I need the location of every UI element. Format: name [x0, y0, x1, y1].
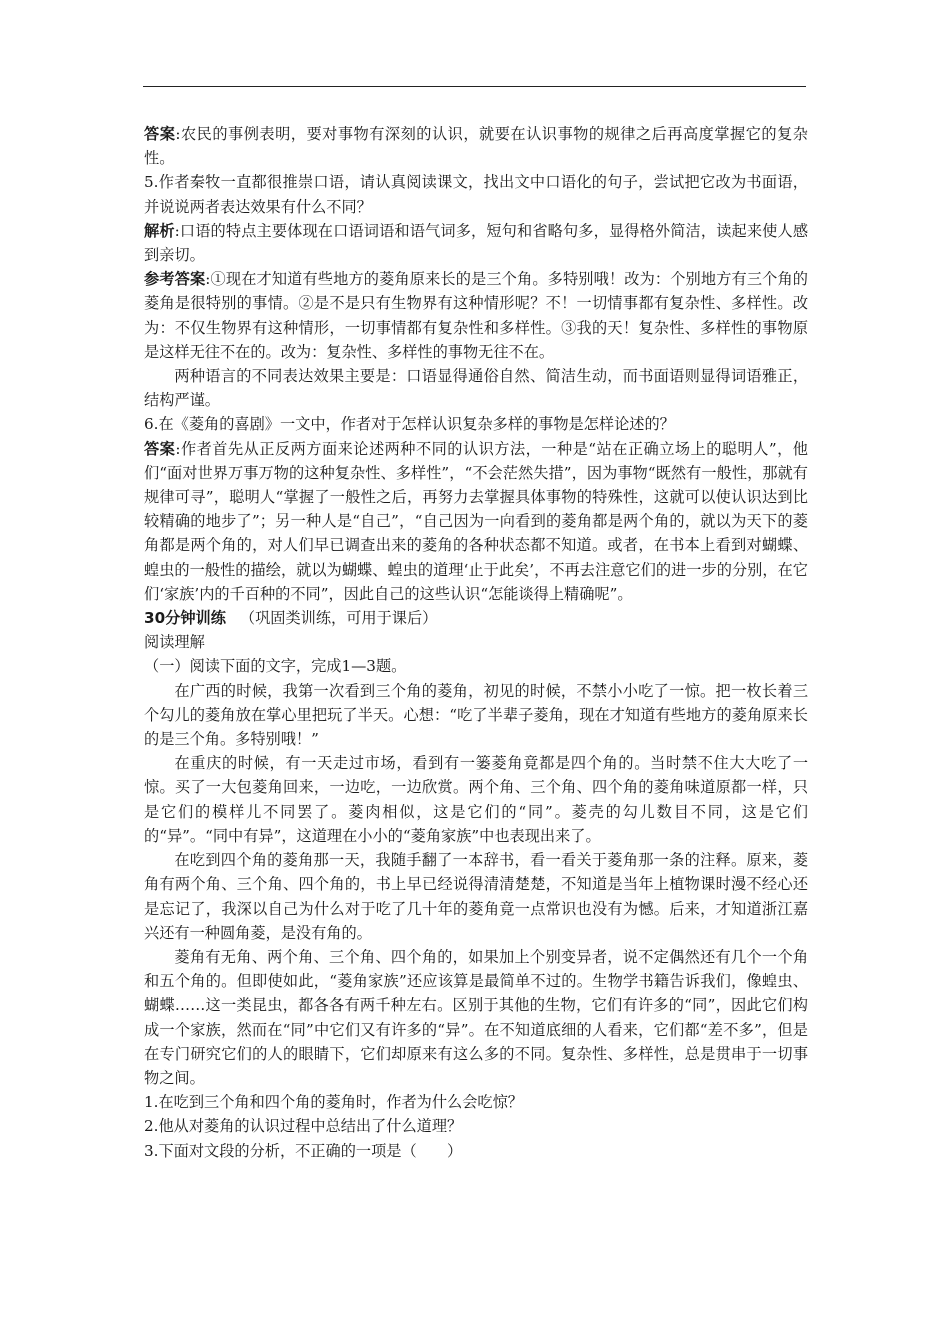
section-intro: （一）阅读下面的文字，完成1—3题。	[144, 657, 407, 676]
passage-paragraph: 菱角有无角、两个角、三个角、四个角的，如果加上个别变异者，说不定偶然还有几个一个角和五个角的。但即使如此，“菱角家族”还应该算是最简单不过的。生物学书籍告诉我们，像蝗虫、蝴蝶……这一类昆虫，都各各有两千种左右。区别于其他的生物，它们有许多的“同”，因此它们构成一个家族，然而在“同”中它们又有许多的“异”。在不知道底细的人看来，它们都“差不多”，但是在专门研究它们的人的眼睛下，它们却原来有这么多的不同。复杂性、多样性，总是贯串于一切事物之间。	[144, 947, 808, 1087]
analysis-label: 解析	[144, 221, 175, 240]
reference-answer-summary: 两种语言的不同表达效果主要是：口语显得通俗自然、简洁生动，而书面语则显得词语雅正，结构严谨。	[144, 367, 808, 410]
analysis-paragraph	[144, 219, 808, 267]
training-title: 30分钟训练	[144, 609, 226, 628]
question-6: 6.在《菱角的喜剧》一文中，作者对于怎样认识复杂多样的事物是怎样论述的？	[144, 415, 675, 434]
category-label: 阅读理解	[144, 633, 205, 652]
passage-paragraph: 在吃到四个角的菱角那一天，我随手翻了一本辞书，看一看关于菱角那一条的注释。原来，菱角有两个角、三个角、四个角的，书上早已经说得清清楚楚，不知道是当年上植物课时漫不经心还是忘记了，我深以自己为什么对于吃了几十年的菱角竟一点常识也没有为憾。后来，才知道浙江嘉兴还有一种圆角菱，是没有角的。	[144, 851, 808, 942]
analysis-text: :口语的特点主要体现在口语词语和语气词多，短句和省略句多，显得格外简洁，读起来使人感到亲切。	[144, 221, 809, 265]
question-5: 5.作者秦牧一直都很推崇口语，请认真阅读课文，找出文中口语化的句子，尝试把它改为书面语，并说说两者表达效果有什么不同？	[144, 173, 808, 216]
document-body	[144, 122, 808, 1163]
passage-paragraph: 在广西的时候，我第一次看到三个角的菱角，初见的时候，不禁小小吃了一惊。把一枚长着三个勾儿的菱角放在掌心里把玩了半天。心想：“吃了半辈子菱角，现在才知道有些地方的菱角原来长的是三个角。多特别哦！”	[144, 681, 808, 749]
answer-label: 答案	[144, 439, 176, 458]
question-6-answer	[144, 437, 808, 606]
reference-answer-text: :①现在才知道有些地方的菱角原来长的是三个角。多特别哦！改为：个别地方有三个角的菱角是很特别的事情。②是不是只有生物界有这种情形呢？不！一切情事都有复杂性、多样性。改为：不仅生物界有这种情形，一切事情都有复杂性和多样性。③我的天！复杂性、多样性的事物原是这样无往不在的。改为：复杂性、多样性的事物无往不在。	[144, 270, 808, 361]
answer-label: 答案	[144, 125, 176, 143]
question-1: 1.在吃到三个角和四个角的菱角时，作者为什么会吃惊？	[144, 1093, 523, 1112]
training-subtitle: （巩固类训练，可用于课后）	[239, 609, 438, 628]
reference-answer-label: 参考答案	[144, 270, 206, 289]
answer-paragraph	[144, 122, 808, 170]
answer-text: :农民的事例表明，要对事物有深刻的认识，就要在认识事物的规律之后再高度掌握它的复杂性。	[144, 125, 808, 168]
answer-text: :作者首先从正反两方面来论述两种不同的认识方法，一种是“站在正确立场上的聪明人”，他们“面对世界万事万物的这种复杂性、多样性”，“不会茫然失措”，因为事物“既然有一般性，那就有规律可寻”，聪明人“掌握了一般性之后，再努力去掌握具体事物的特殊性，这就可以使认识达到比较精确的地步了”；另一种人是“自己”，“自己因为一向看到的菱角都是两个角的，就以为天下的菱角都是两个角的，对人们早已调查出来的菱角的各种状态都不知道。或者，在书本上看到对蝴蝶、蝗虫的一般性的描绘，就以为蝴蝶、蝗虫的道理‘止于此矣’，不再去注意它们的进一步的分别，在它们‘家族’内的千百种的不同”，因此自己的这些认识“怎能谈得上精确呢”。	[144, 439, 808, 603]
passage-paragraph: 在重庆的时候，有一天走过市场，看到有一篓菱角竟都是四个角的。当时禁不住大大吃了一惊。买了一大包菱角回来，一边吃，一边欣赏。两个角、三个角、四个角的菱角味道原都一样，只是它们的模样儿不同罢了。菱肉相似，这是它们的“同”。菱壳的勾儿数目不同，这是它们的“异”。“同中有异”，这道理在小小的“菱角家族”中也表现出来了。	[144, 754, 808, 845]
header-rule	[143, 86, 806, 87]
question-3: 3.下面对文段的分析，不正确的一项是（ ）	[144, 1141, 463, 1160]
training-heading	[144, 606, 808, 630]
question-2: 2.他从对菱角的认识过程中总结出了什么道理？	[144, 1117, 463, 1136]
reference-answer-paragraph	[144, 267, 808, 364]
